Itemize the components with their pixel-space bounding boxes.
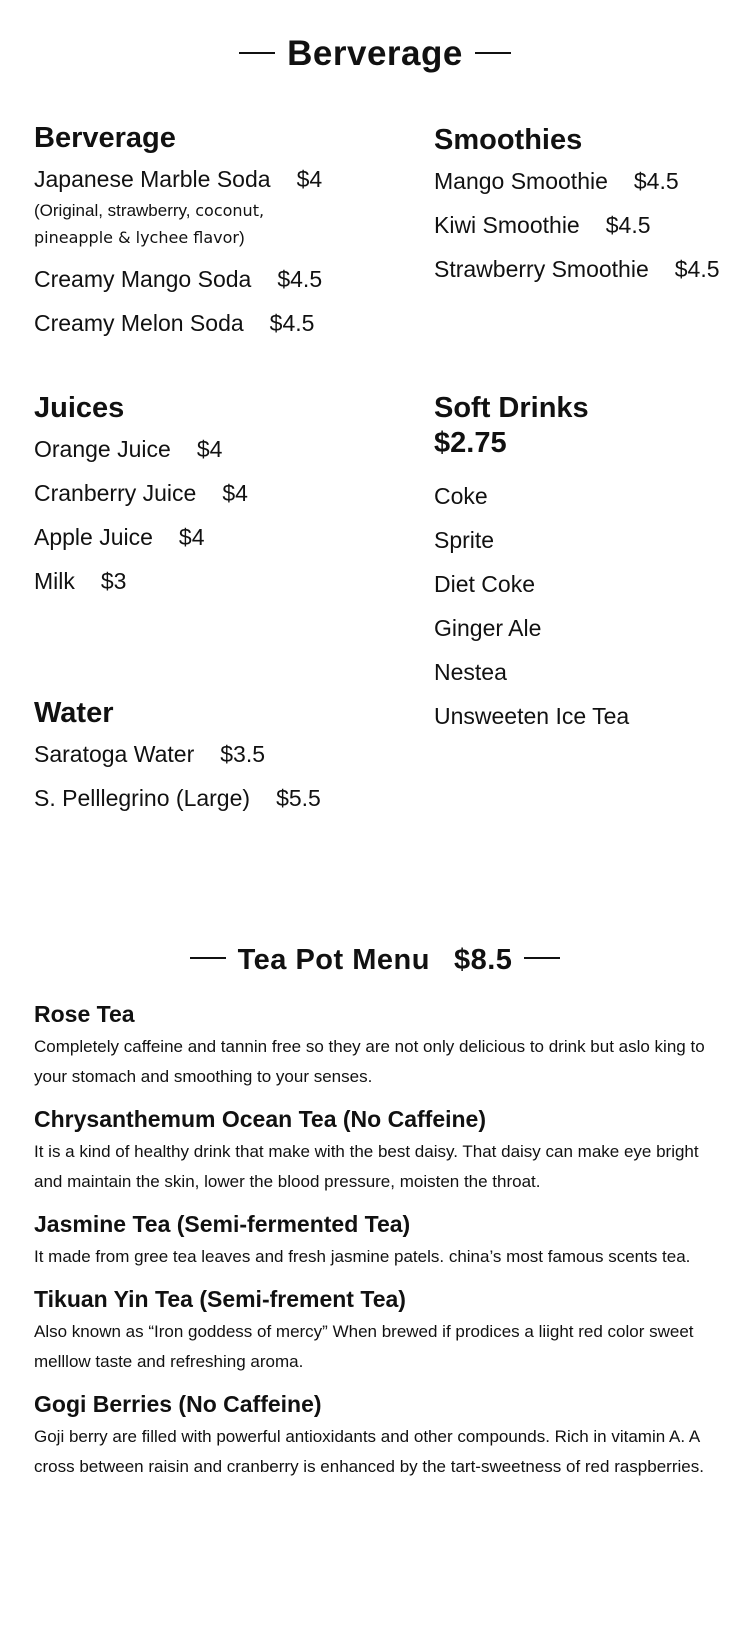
item-name: Saratoga Water [34,741,195,767]
section-heading: Juices [34,392,125,424]
section-heading: Smoothies [434,124,583,156]
section-heading: Water [34,697,114,729]
menu-item [34,568,364,595]
tea-description: Also known as “Iron goddess of mercy” When brewed if prodices a liight red color sweet melllow taste and refreshing aroma. [34,1322,694,1371]
item-name: Cranberry Juice [34,480,197,506]
tea-description: It made from gree tea leaves and fresh jasmine patels. china’s most famous scents tea. [34,1247,691,1266]
item-price: $4.5 [633,168,679,194]
item-name: Apple Juice [34,524,153,550]
tea-name: Jasmine Tea (Semi-fermented Tea) [34,1211,411,1237]
item-name: Milk [34,568,75,594]
item-price: $4 [296,166,323,192]
tea-item [34,1390,714,1482]
item-price: $4.5 [269,310,315,336]
item-price: $4 [178,524,205,550]
item-name: Mango Smoothie [434,168,608,194]
water-section [34,696,364,812]
menu-item: Ginger Ale [434,615,542,641]
tea-item [34,1210,714,1272]
title-dash-left [239,52,275,54]
tea-title-dash-right [524,957,560,959]
item-price: $4.5 [605,212,651,238]
tea-item [34,1000,714,1092]
menu-item [34,436,364,463]
item-price: $3 [100,568,127,594]
item-price: $4.5 [277,266,323,292]
menu-item: Diet Coke [434,571,535,597]
item-price: $4 [196,436,223,462]
soft-drinks-section [434,391,744,730]
tea-list [34,1000,714,1495]
section-price: $2.75 [434,427,507,459]
tea-menu-title: Tea Pot Menu $8.5 [0,944,750,977]
tea-description: Completely caffeine and tannin free so they are not only delicious to drink but aslo king to your stomach and smoothing to your senses. [34,1037,705,1086]
tea-name: Chrysanthemum Ocean Tea (No Caffeine) [34,1106,487,1132]
menu-item: Unsweeten Ice Tea [434,703,630,729]
menu-item [434,256,744,283]
tea-item [34,1105,714,1197]
tea-name: Tikuan Yin Tea (Semi-frement Tea) [34,1286,406,1312]
menu-item: Sprite [434,527,495,553]
item-price: $3.5 [220,741,265,767]
item-note: (Original, strawberry, coconut, pineapple & lychee flavor) [34,201,265,247]
item-name: Creamy Mango Soda [34,266,252,292]
menu-item [34,166,364,193]
menu-item [34,741,364,768]
tea-name: Rose Tea [34,1001,135,1027]
menu-item [34,785,364,812]
item-name: S. Pelllegrino (Large) [34,785,251,811]
section-heading: Soft Drinks [434,392,589,424]
tea-description: It is a kind of healthy drink that make with the best daisy. That daisy can make eye bright and maintain the skin, lower the blood pressure, moisten the throat. [34,1142,699,1191]
menu-item: Coke [434,483,488,509]
berverage-section [34,121,364,337]
item-price: $5.5 [276,785,321,811]
menu-item [434,168,744,195]
tea-title-dash-left [190,957,226,959]
menu-item [34,480,364,507]
menu-item: Nestea [434,659,507,685]
menu-item [34,310,364,337]
page-title: Berverage [0,34,750,74]
item-name: Creamy Melon Soda [34,310,244,336]
menu-item [34,266,364,293]
tea-item [34,1285,714,1377]
item-name: Orange Juice [34,436,171,462]
item-price: $4.5 [674,256,720,282]
menu-item [434,212,744,239]
item-name: Strawberry Smoothie [434,256,649,282]
tea-menu-price: $8.5 [453,944,513,976]
tea-description: Goji berry are filled with powerful antioxidants and other compounds. Rich in vitamin A. A cross between raisin and cranberry is enhanced by the tart-sweetness of red raspberries. [34,1427,704,1476]
tea-name: Gogi Berries (No Caffeine) [34,1391,322,1417]
section-heading: Berverage [34,122,176,154]
item-price: $4 [222,480,248,506]
menu-item [34,524,364,551]
juices-section [34,391,364,595]
smoothies-section [434,123,744,283]
item-name: Japanese Marble Soda [34,166,271,192]
item-name: Kiwi Smoothie [434,212,580,238]
title-dash-right [475,52,511,54]
